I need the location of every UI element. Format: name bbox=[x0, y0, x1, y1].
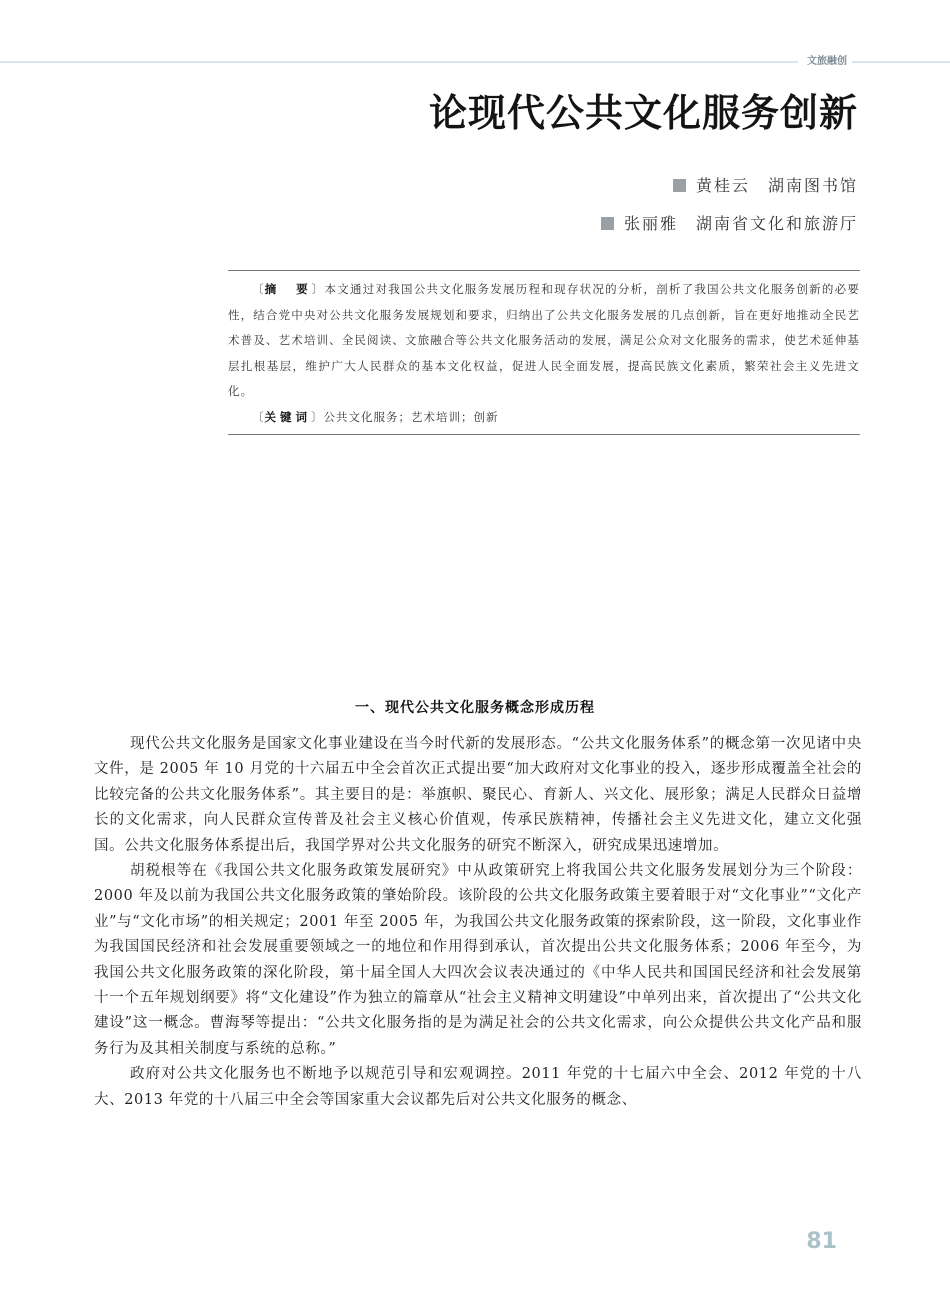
author-affiliation: 湖南图书馆 bbox=[767, 176, 858, 195]
author-line-2 bbox=[601, 213, 858, 235]
header-rule-left bbox=[0, 61, 798, 63]
author-bullet-icon bbox=[673, 179, 686, 192]
author-line-1 bbox=[673, 175, 858, 197]
abstract-label: 摘 要 bbox=[264, 282, 312, 296]
paragraph-1: 现代公共文化服务是国家文化事业建设在当今时代新的发展形态。“公共文化服务体系”的概念第一次见诸中央文件，是 2005 年 10 月党的十六届五中全会首次正式提出要“加大政府对文化事业的投入，逐步形成覆盖全社会的比较完备的公共文化服务体系”。其主要目的是：举旗帜、聚民心、育新人、兴文化、展形象；满足人民群众日益增长的文化需求，向人民群众宣传普及社会主义核心价值观，传承民族精神，传播社会主义先进文化，建立文化强国。公共文化服务体系提出后，我国学界对公共文化服务的研究不断深入，研究成果迅速增加。 bbox=[94, 736, 862, 854]
header-rule-right bbox=[852, 61, 950, 63]
page-number: 81 bbox=[806, 1229, 837, 1254]
keywords: 〔关键词〕公共文化服务；艺术培训；创新 bbox=[252, 409, 499, 424]
article-title: 论现代公共文化服务创新 bbox=[428, 91, 858, 135]
author-bullet-icon bbox=[601, 217, 614, 230]
keywords-label: 关键词 bbox=[264, 409, 311, 424]
author-name: 黄桂云 bbox=[695, 176, 750, 195]
body-text bbox=[94, 732, 862, 1113]
abstract: 〔摘 要〕本文通过对我国公共文化服务发展历程和现存状况的分析，剖析了我国公共文化服务创新的必要性，结合党中央对公共文化服务发展规划和要求，归纳出了公共文化服务发展的几点创新，旨在更好地推动全民艺术普及、艺术培训、全民阅读、文旅融合等公共文化服务活动的发展，满足公众对文化服务的需求，使艺术延伸基层扎根基层，维护广大人民群众的基本文化权益，促进人民全面发展，提高民族文化素质，繁荣社会主义先进文化。 bbox=[228, 282, 861, 398]
abstract-box bbox=[228, 270, 860, 435]
paragraph-2: 胡税根等在《我国公共文化服务政策发展研究》中从政策研究上将我国公共文化服务发展划分为三个阶段：2000 年及以前为我国公共文化服务政策的肇始阶段。该阶段的公共文化服务政策主要着眼于对“文化事业”“文化产业”与“文化市场”的相关规定；2001 年至 2005 年，为我国公共文化服务政策的探索阶段，这一阶段，文化事业作为我国国民经济和社会发展重要领域之一的地位和作用得到承认，首次提出公共文化服务体系；2006 年至今，为我国公共文化服务政策的深化阶段，第十届全国人大四次会议表决通过的《中华人民共和国国民经济和社会发展第十一个五年规划纲要》将“文化建设”作为独立的篇章从“社会主义精神文明建设”中单列出来，首次提出了“公共文化建设”这一概念。曹海琴等提出：“公共文化服务指的是为满足社会的公共文化需求，向公众提供公共文化产品和服务行为及其相关制度与系统的总称。” bbox=[94, 863, 862, 1057]
author-affiliation: 湖南省文化和旅游厅 bbox=[695, 214, 858, 233]
paragraph-3: 政府对公共文化服务也不断地予以规范引导和宏观调控。2011 年党的十七届六中全会、2012 年党的十八大、2013 年党的十八届三中全会等国家重大会议都先后对公共文化服务的概念、 bbox=[94, 1066, 862, 1108]
section-tag: 文旅融创 bbox=[807, 56, 847, 67]
author-name: 张丽雅 bbox=[623, 214, 678, 233]
abstract-text: 本文通过对我国公共文化服务发展历程和现存状况的分析，剖析了我国公共文化服务创新的必要性，结合党中央对公共文化服务发展规划和要求，归纳出了公共文化服务发展的几点创新，旨在更好地推动全民艺术普及、艺术培训、全民阅读、文旅融合等公共文化服务活动的发展，满足公众对文化服务的需求，使艺术延伸基层扎根基层，维护广大人民群众的基本文化权益，促进人民全面发展，提高民族文化素质，繁荣社会主义先进文化。 bbox=[228, 282, 861, 398]
keywords-text: 公共文化服务；艺术培训；创新 bbox=[323, 409, 499, 424]
section-heading: 一、现代公共文化服务概念形成历程 bbox=[355, 700, 595, 716]
